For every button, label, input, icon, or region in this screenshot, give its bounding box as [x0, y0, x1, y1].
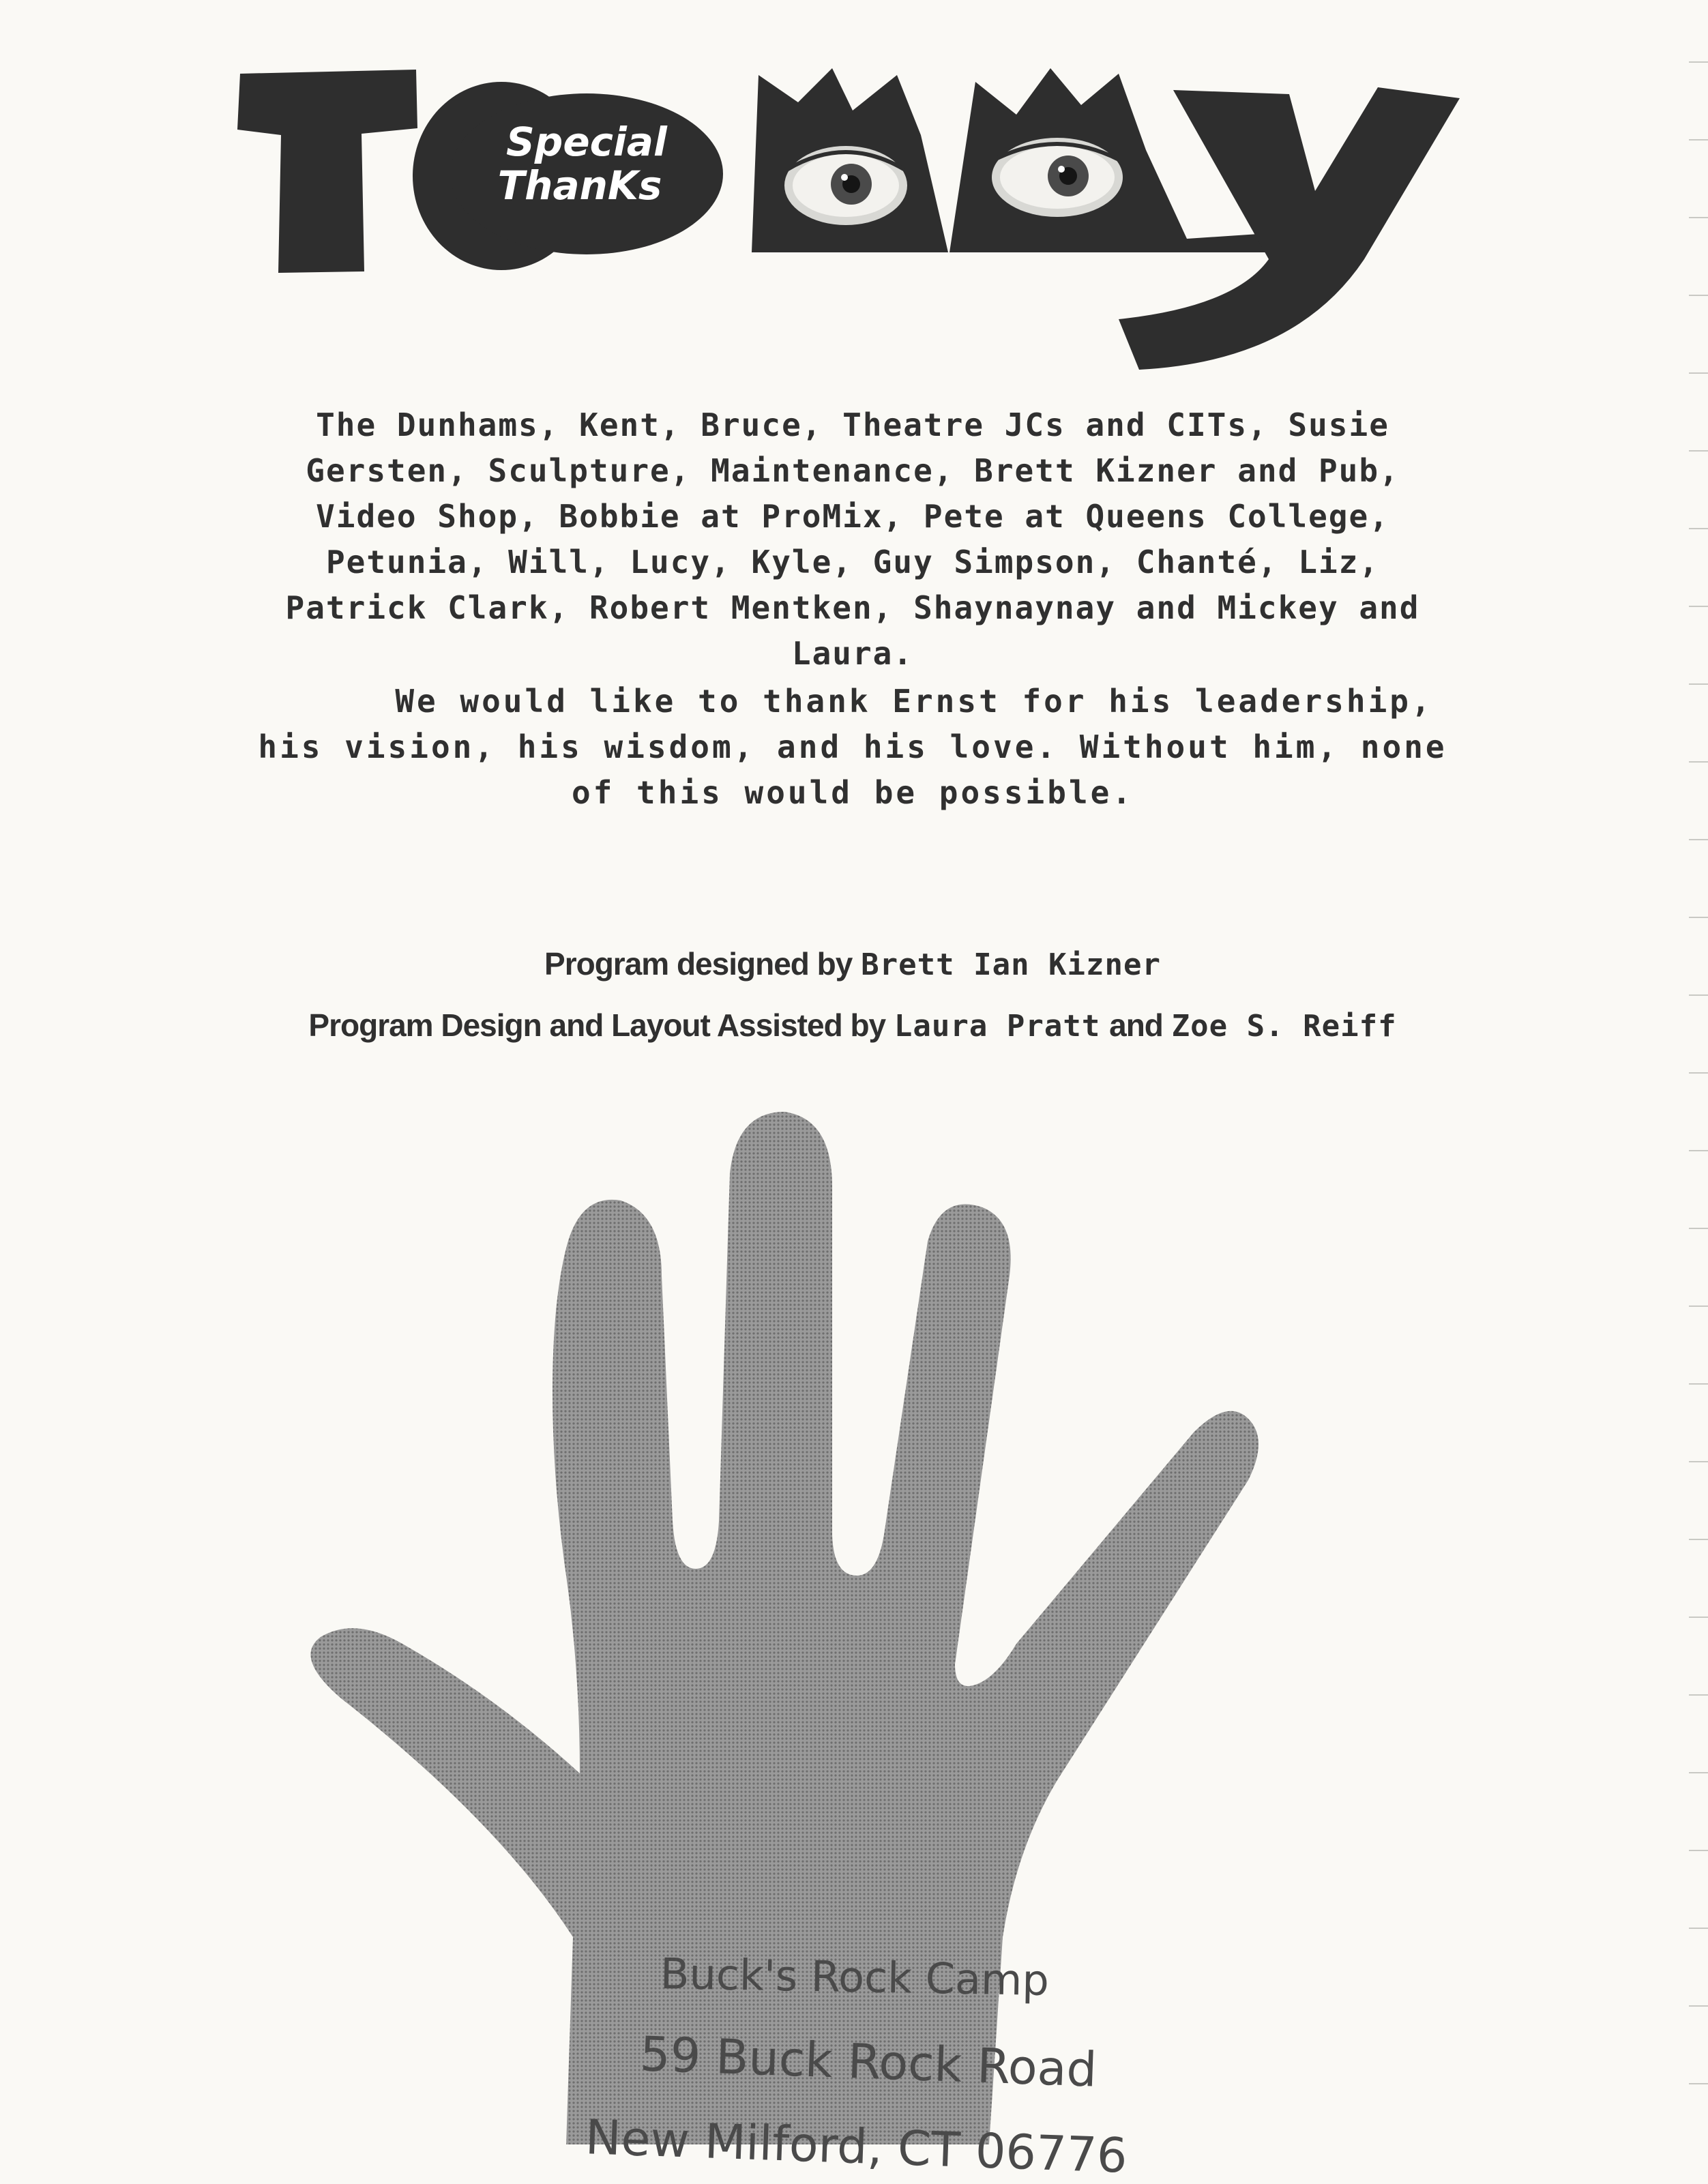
binder-edge	[1681, 0, 1708, 2144]
credit-line-1	[232, 945, 1473, 982]
binder-tick	[1689, 683, 1708, 685]
address-line-2: 59 Buck Rock Road	[638, 2026, 1098, 2098]
binder-tick	[1689, 1539, 1708, 1540]
thanks-paragraph: The Dunhams, Kent, Bruce, Theatre JCs and CITs, Susie Gersten, Sculpture, Maintenance, Brett Kizner and Pub, Video Shop, Bobbie at ProMix, Pete at Queens College, Petunia, Will, Lucy, Kyle, Guy Simpson, Chanté, Liz, Patrick Clark, Robert Mentken, Shaynaynay and Mickey and Laura.	[285, 407, 1420, 672]
binder-tick	[1689, 1772, 1708, 1773]
address-line-1: Buck's Rock Camp	[660, 1949, 1050, 2005]
binder-tick	[1689, 372, 1708, 374]
binder-tick	[1689, 994, 1708, 996]
binder-tick	[1689, 2083, 1708, 2084]
binder-tick	[1689, 1461, 1708, 1462]
binder-tick	[1689, 1850, 1708, 1851]
binder-tick	[1689, 528, 1708, 529]
binder-tick	[1689, 295, 1708, 296]
address-line-3: New Milford, CT 06776	[584, 2109, 1128, 2184]
credit-1-name: Brett Ian Kizner	[861, 947, 1161, 982]
credit-2-name-2: Zoe S. Reiff	[1171, 1009, 1397, 1044]
binder-tick	[1689, 917, 1708, 918]
tommy-title-logo	[232, 55, 1473, 375]
credit-2-label: Program Design and Layout Assisted by	[308, 1007, 886, 1043]
binder-tick	[1689, 1694, 1708, 1696]
binder-tick	[1689, 1383, 1708, 1385]
binder-tick	[1689, 2005, 1708, 2007]
binder-tick	[1689, 1072, 1708, 1074]
binder-tick	[1689, 1150, 1708, 1151]
binder-tick	[1689, 450, 1708, 452]
credit-1-label: Program designed by	[544, 946, 853, 982]
binder-tick	[1689, 139, 1708, 141]
letter-t	[237, 70, 417, 273]
credit-2-name-1: Laura Pratt	[894, 1009, 1101, 1044]
binder-tick	[1689, 61, 1708, 63]
badge-line-2: ThanKs	[497, 162, 662, 209]
credit-2-and: and	[1109, 1007, 1163, 1043]
credit-line-2	[232, 1007, 1473, 1044]
binder-tick	[1689, 1305, 1708, 1307]
binder-tick	[1689, 761, 1708, 763]
binder-tick	[1689, 1617, 1708, 1618]
badge-line-1: Special	[506, 119, 667, 165]
binder-tick	[1689, 1228, 1708, 1229]
binder-tick	[1689, 1928, 1708, 1929]
binder-tick	[1689, 606, 1708, 607]
binder-tick	[1689, 217, 1708, 218]
ernst-paragraph: We would like to thank Ernst for his leadership, his vision, his wisdom, and his love. Without him, none of this would be possible.	[258, 683, 1447, 811]
binder-tick	[1689, 839, 1708, 840]
